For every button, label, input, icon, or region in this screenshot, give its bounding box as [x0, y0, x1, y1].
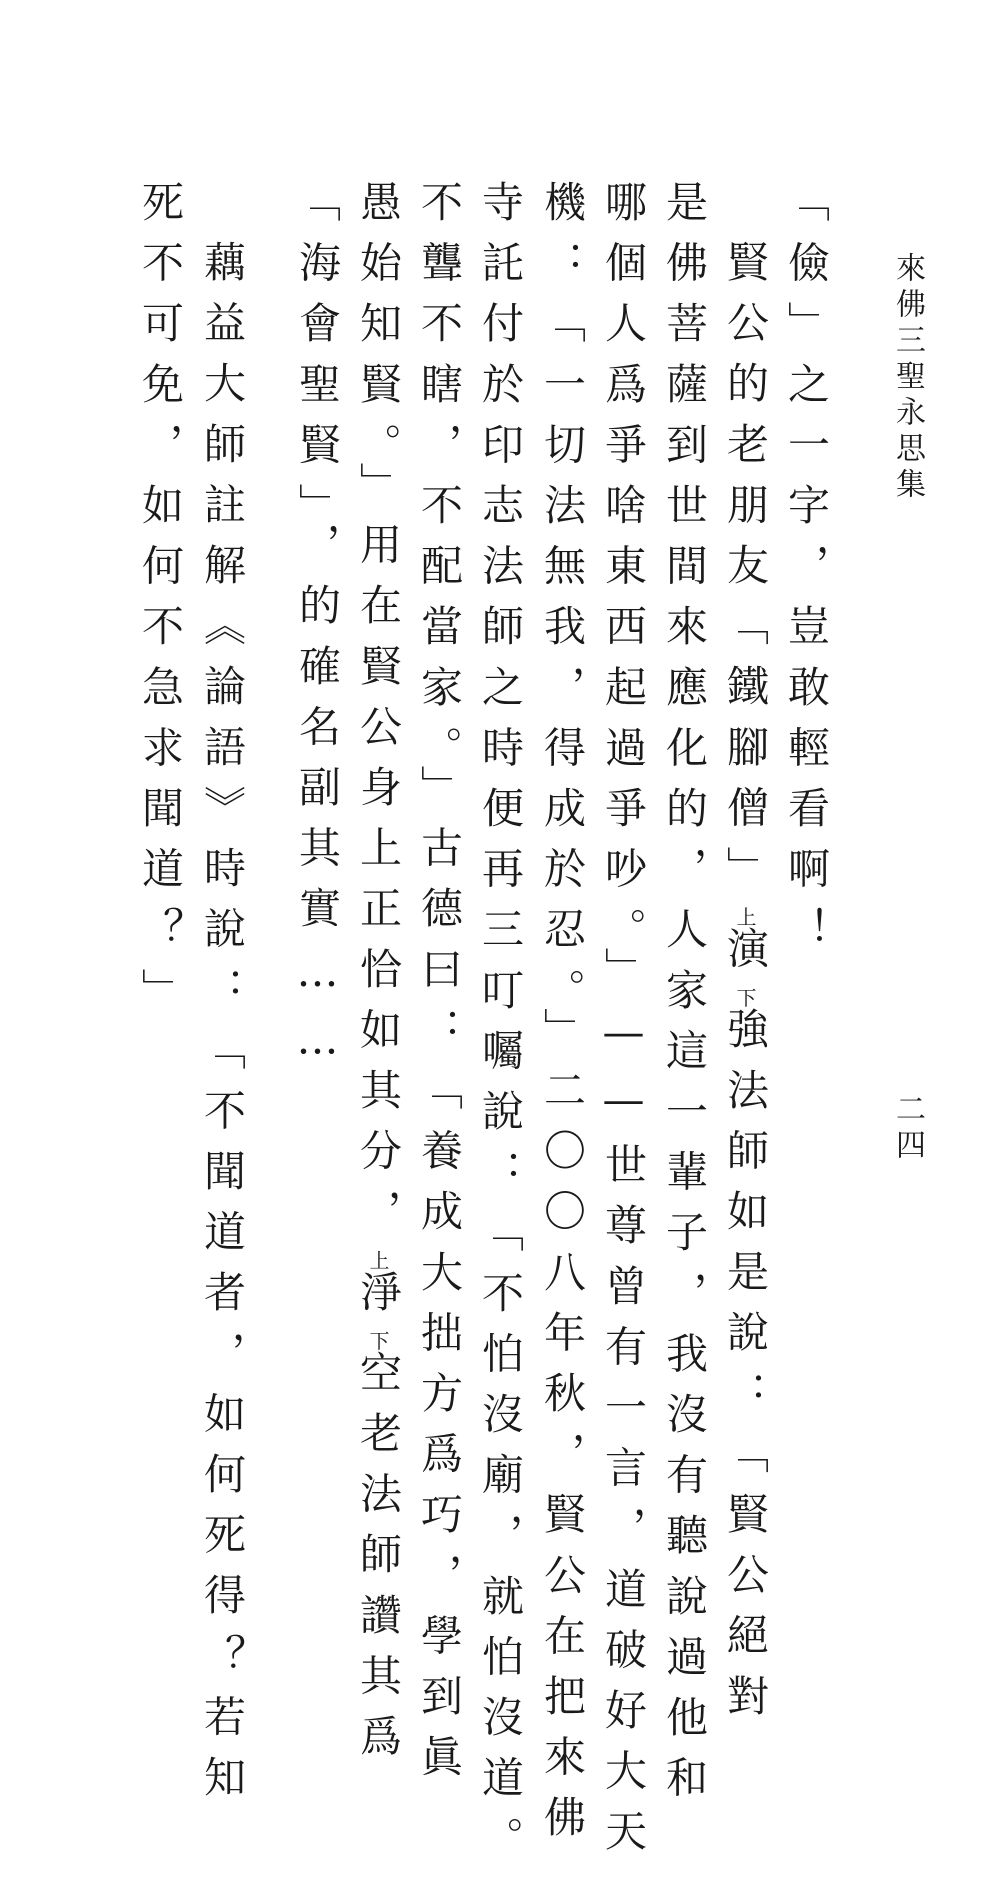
text-column — [721, 240, 770, 1735]
text-run: 不聾不瞎，不配當家。」古德曰：「養成大拙方爲巧，學到眞 — [415, 180, 464, 1796]
text-column — [136, 180, 185, 1029]
position-marker: 下 — [733, 987, 757, 1008]
text-run: 「儉」之一字，豈敢輕看啊！ — [782, 180, 831, 968]
text-column — [354, 180, 403, 1775]
text-run: 賢公的老朋友「鐵腳僧」 — [721, 240, 770, 907]
text-run: 是佛菩薩到世間來應化的，人家這一輩子，我沒有聽說過他和 — [660, 180, 709, 1817]
text-run: 演 — [721, 926, 770, 988]
position-marker: 上 — [733, 906, 757, 927]
text-run: 愚始知賢。」用在賢公身上正恰如其分， — [354, 180, 403, 1250]
text-column — [782, 180, 831, 968]
text-column — [599, 180, 648, 1870]
text-run: 機：「一切法無我，得成於忍。」二〇〇八年秋，賢公在把來佛 — [538, 180, 587, 1856]
text-run: 「海會聖賢」，的確名副其實…… — [293, 180, 342, 1082]
text-column — [293, 180, 342, 1082]
text-run: 哪個人爲爭啥東西起過爭吵。」——世尊曾有一言，道破好大天 — [599, 180, 648, 1870]
text-run: 淨 — [354, 1269, 403, 1331]
text-column — [660, 180, 709, 1817]
book-title: 來佛三聖永思集 — [890, 252, 925, 504]
text-run: 強法師如是說：「賢公絕對 — [721, 1007, 770, 1735]
text-column — [415, 180, 464, 1796]
text-run: 空老法師讚其爲 — [354, 1350, 403, 1775]
position-marker: 上 — [366, 1249, 390, 1270]
text-run: 寺託付於印志法師之時便再三叮囑說：「不怕沒廟，就怕沒道。 — [476, 180, 525, 1877]
text-column — [476, 180, 525, 1877]
text-column — [198, 240, 247, 1816]
page-number: 二四 — [890, 1093, 925, 1165]
position-marker: 下 — [366, 1330, 390, 1351]
text-column — [538, 180, 587, 1856]
text-run: 死不可免，如何不急求聞道？」 — [136, 180, 185, 1029]
text-run: 藕益大師註解《論語》時說：「不聞道者，如何死得？若知 — [198, 240, 247, 1816]
